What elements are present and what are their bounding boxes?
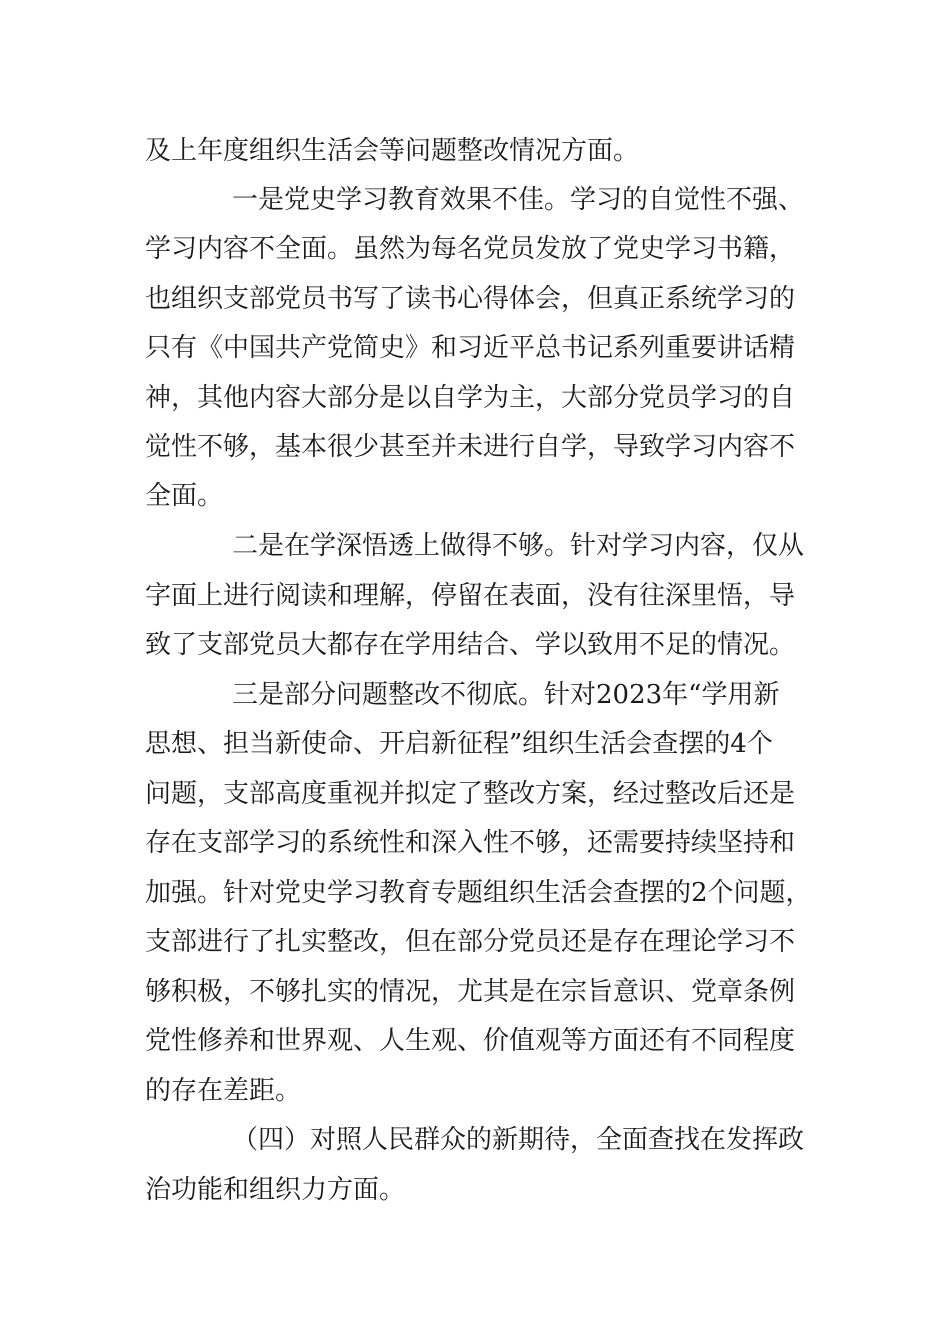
text-line: 全面。 — [145, 481, 224, 511]
text-line: 学习内容不全面。虽然为每名党员发放了党史学习书籍， — [145, 234, 796, 264]
paragraph-first-line: 二是在学深悟透上做得不够。针对学习内容，仅从 — [232, 531, 805, 561]
section-heading-continued: 治功能和组织力方面。 — [145, 1175, 406, 1205]
text-line: 够积极，不够扎实的情况，尤其是在宗旨意识、党章条例 — [145, 977, 796, 1007]
text-line: 存在支部学习的系统性和深入性不够，还需要持续坚持和 — [145, 828, 796, 858]
text-line: 只有《中国共产党简史》和习近平总书记系列重要讲话精 — [145, 333, 796, 363]
text-line: 党性修养和世界观、人生观、价值观等方面还有不同程度 — [145, 1026, 796, 1056]
text-line: 觉性不够，基本很少甚至并未进行自学，导致学习内容不 — [145, 432, 796, 462]
text-line: 加强。针对党史学习教育专题组织生活会查摆的2个问题， — [145, 878, 812, 908]
section-heading: （四）对照人民群众的新期待，全面查找在发挥政 — [232, 1125, 805, 1155]
text-line: 神，其他内容大部分是以自学为主，大部分党员学习的自 — [145, 383, 796, 413]
text-line: 的存在差距。 — [145, 1076, 302, 1106]
text-line: 支部进行了扎实整改，但在部分党员还是存在理论学习不 — [145, 927, 796, 957]
paragraph-first-line: 一是党史学习教育效果不佳。学习的自觉性不强、 — [232, 185, 805, 215]
text-line: 问题，支部高度重视并拟定了整改方案，经过整改后还是 — [145, 779, 796, 809]
text-line: 也组织支部党员书写了读书心得体会，但真正系统学习的 — [145, 284, 796, 314]
text-line: 字面上进行阅读和理解，停留在表面，没有往深里悟，导 — [145, 581, 796, 611]
text-line: 及上年度组织生活会等问题整改情况方面。 — [145, 136, 640, 166]
text-line: 致了支部党员大都存在学用结合、学以致用不足的情况。 — [145, 630, 796, 660]
text-line: 思想、担当新使命、开启新征程”组织生活会查摆的4个 — [145, 729, 773, 759]
paragraph-first-line: 三是部分问题整改不彻底。针对2023年“学用新 — [232, 680, 780, 710]
